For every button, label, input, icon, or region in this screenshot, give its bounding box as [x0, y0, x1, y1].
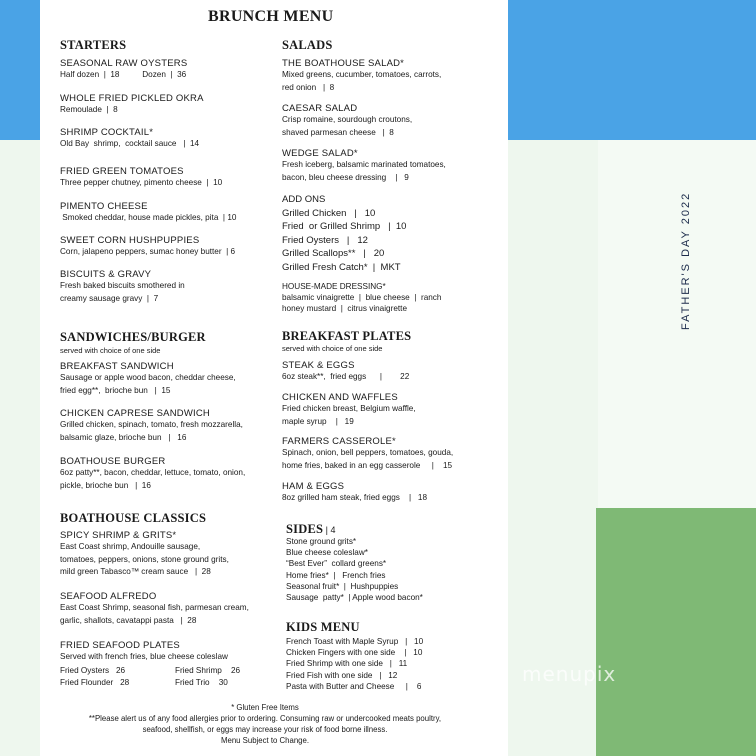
item-desc: tomatoes, peppers, onions, stone ground grits, [60, 554, 229, 564]
item-desc: Served with french fries, blue cheese coleslaw [60, 652, 228, 661]
item-desc: Corn, jalapeno peppers, sumac honey butter | 6 [60, 247, 236, 256]
classics-heading: BOATHOUSE CLASSICS [60, 511, 207, 525]
footer-line: seafood, shellfish, or eggs may increase your risk of food borne illness. [142, 725, 388, 734]
item-name: HAM & EGGS [282, 481, 345, 492]
item-name: CHICKEN CAPRESE SANDWICH [60, 408, 210, 419]
item-desc: Fresh baked biscuits smothered in [60, 281, 185, 290]
menu-item [282, 481, 427, 505]
footer-line: Menu Subject to Change. [221, 736, 309, 745]
item-name: BREAKFAST SANDWICH [60, 361, 174, 372]
item-name: WHOLE FRIED PICKLED OKRA [60, 93, 204, 104]
menu-item [282, 103, 412, 139]
kids-item: Pasta with Butter and Cheese | 6 [286, 681, 422, 691]
dressing-block [282, 281, 441, 315]
plate-price: 30 [218, 678, 228, 687]
addon-item: Grilled Fresh Catch* | MKT [282, 261, 401, 273]
side-item: Seasonal fruit* | Hushpuppies [286, 581, 399, 591]
background-green-left [0, 140, 40, 756]
item-desc: fried egg**, brioche bun | 15 [60, 385, 171, 395]
menu-item [60, 640, 228, 664]
item-desc: mild green Tabasco™ cream sauce | 28 [60, 567, 211, 576]
item-desc: Smoked cheddar, house made pickles, pita | 10 [60, 213, 237, 222]
salads-heading: SALADS [282, 38, 333, 52]
item-desc: Old Bay shrimp, cocktail sauce | 14 [60, 139, 200, 148]
addon-item: Fried Oysters | 12 [282, 234, 368, 246]
item-desc: Crisp romaine, sourdough croutons, [282, 115, 413, 124]
plate-item [60, 677, 129, 688]
plate-name: Fried Trio [175, 678, 210, 687]
menu-footer [60, 702, 470, 746]
sandwiches-heading: SANDWICHES/BURGER [60, 330, 206, 344]
item-desc: 6oz patty**, bacon, cheddar, lettuce, tomato, onion, [60, 468, 246, 477]
item-desc: Fresh iceberg, balsamic marinated tomatoes, [282, 160, 446, 169]
kids-item: French Toast with Maple Syrup | 10 [286, 637, 424, 646]
item-name: SHRIMP COCKTAIL* [60, 127, 154, 138]
item-desc: Mixed greens, cucumber, tomatoes, carrots, [282, 70, 442, 79]
item-name: BOATHOUSE BURGER [60, 456, 166, 467]
item-name: FRIED SEAFOOD PLATES [60, 640, 180, 651]
item-desc: East Coast Shrimp, seasonal fish, parmesan cream, [60, 603, 249, 612]
side-item: Home fries* | French fries [286, 570, 386, 580]
item-desc: Grilled chicken, spinach, tomato, fresh mozzarella, [60, 420, 243, 429]
menu-item [60, 456, 245, 492]
kids-item: Fried Shrimp with one side | 11 [286, 659, 408, 669]
item-name: WEDGE SALAD* [282, 148, 358, 159]
addons-list [282, 193, 406, 275]
dressing-line: balsamic vinaigrette | blue cheese | ranch [282, 293, 442, 303]
kids-item: Chicken Fingers with one side | 10 [286, 648, 423, 658]
item-desc: bacon, bleu cheese dressing | 9 [282, 172, 409, 182]
background-mint-bottom [508, 508, 598, 756]
kids-item: Fried Fish with one side | 12 [286, 670, 398, 680]
item-desc: Fried chicken breast, Belgium waffle, [282, 404, 416, 413]
menu-item [60, 127, 199, 151]
plate-price: 26 [115, 666, 126, 675]
footer-line: **Please alert us of any food allergies prior to ordering. Consuming raw or undercooked meats poultry, [88, 714, 442, 723]
item-desc: shaved parmesan cheese | 8 [282, 127, 394, 137]
item-name: SPICY SHRIMP & GRITS* [60, 530, 177, 541]
addons-heading: ADD ONS [282, 194, 326, 205]
menu-item [60, 201, 236, 225]
menu-item [282, 148, 446, 184]
addon-item: Grilled Chicken | 10 [282, 207, 376, 219]
background-blue-left [0, 0, 40, 140]
item-desc: balsamic glaze, brioche bun | 16 [60, 432, 187, 442]
sides-heading: SIDES [286, 522, 324, 536]
item-name: PIMENTO CHEESE [60, 201, 148, 212]
menu-item [60, 530, 229, 579]
item-name: SWEET CORN HUSHPUPPIES [60, 235, 200, 246]
item-desc: 6oz steak**, fried eggs | 22 [282, 372, 410, 381]
menu-item [60, 93, 204, 117]
item-desc: Three pepper chutney, pimento cheese | 10 [60, 178, 223, 187]
fathers-day-label: FATHER'S DAY 2022 [680, 191, 692, 330]
background-mint-mid [508, 140, 598, 510]
item-desc: garlic, shallots, cavatappi pasta | 28 [60, 615, 197, 625]
item-desc: Half dozen | 18 Dozen | 36 [60, 70, 187, 79]
item-name: SEAFOOD ALFREDO [60, 591, 157, 602]
item-desc: 8oz grilled ham steak, fried eggs | 18 [282, 493, 428, 502]
side-item: “Best Ever” collard greens* [286, 559, 387, 569]
item-desc: home fries, baked in an egg casserole | 15 [282, 460, 453, 470]
dressing-line: honey mustard | citrus vinaigrette [282, 304, 407, 314]
plate-name: Fried Oysters [60, 666, 110, 675]
item-desc: East Coast shrimp, Andouille sausage, [60, 542, 201, 551]
menu-item [282, 360, 409, 384]
kids-list [286, 636, 423, 692]
menu-item [60, 235, 235, 259]
plate-name: Fried Shrimp [175, 666, 222, 675]
plate-name: Fried Flounder [60, 678, 114, 687]
starters-heading: STARTERS [60, 38, 127, 52]
item-name: SEASONAL RAW OYSTERS [60, 58, 188, 69]
menu-item [282, 436, 453, 472]
item-name: FARMERS CASSEROLE* [282, 436, 396, 447]
menu-item [282, 58, 441, 94]
item-desc: red onion | 8 [282, 82, 335, 92]
footer-line: * Gluten Free Items [231, 703, 299, 712]
sandwiches-note: served with choice of one side [60, 346, 161, 355]
side-item: Sausage patty* | Apple wood bacon* [286, 593, 423, 603]
plate-item [60, 665, 125, 676]
menu-title: BRUNCH MENU [208, 8, 334, 25]
menu-item [60, 166, 222, 190]
item-desc: Spinach, onion, bell peppers, tomatoes, gouda, [282, 448, 454, 457]
sides-price: | 4 [323, 525, 336, 535]
item-name: CHICKEN AND WAFFLES [282, 392, 398, 403]
background-mint-right [598, 140, 756, 510]
plate-price: 28 [120, 678, 130, 687]
menu-item [60, 361, 236, 397]
item-name: THE BOATHOUSE SALAD* [282, 58, 405, 69]
item-name: FRIED GREEN TOMATOES [60, 166, 184, 177]
sides-list [286, 536, 423, 603]
addon-item: Fried or Grilled Shrimp | 10 [282, 221, 407, 233]
dressing-heading: HOUSE-MADE DRESSING* [282, 282, 386, 291]
item-desc: Sausage or apple wood bacon, cheddar cheese, [60, 373, 236, 382]
item-desc: maple syrup | 19 [282, 416, 354, 426]
item-name: STEAK & EGGS [282, 360, 355, 371]
menu-item [60, 58, 187, 82]
plate-item [175, 665, 240, 676]
plate-item [175, 677, 228, 688]
breakfast-heading: BREAKFAST PLATES [282, 329, 412, 343]
side-item: Blue cheese coleslaw* [286, 548, 368, 558]
kids-heading: KIDS MENU [286, 620, 360, 634]
item-name: CAESAR SALAD [282, 103, 358, 114]
menu-item [60, 408, 243, 444]
item-desc: Remoulade | 8 [60, 105, 118, 114]
plate-price: 26 [230, 666, 241, 675]
item-desc: creamy sausage gravy | 7 [60, 293, 159, 303]
background-green-panel [596, 508, 756, 756]
side-item: Stone ground grits* [286, 537, 357, 546]
addon-item: Grilled Scallops** | 20 [282, 248, 385, 260]
item-name: BISCUITS & GRAVY [60, 269, 152, 280]
item-desc: pickle, brioche bun | 16 [60, 480, 151, 490]
menu-item [60, 591, 249, 627]
menu-item [282, 392, 416, 428]
breakfast-note: served with choice of one side [282, 344, 383, 353]
menupix-watermark: menupix [522, 662, 617, 686]
menu-item [60, 269, 185, 305]
